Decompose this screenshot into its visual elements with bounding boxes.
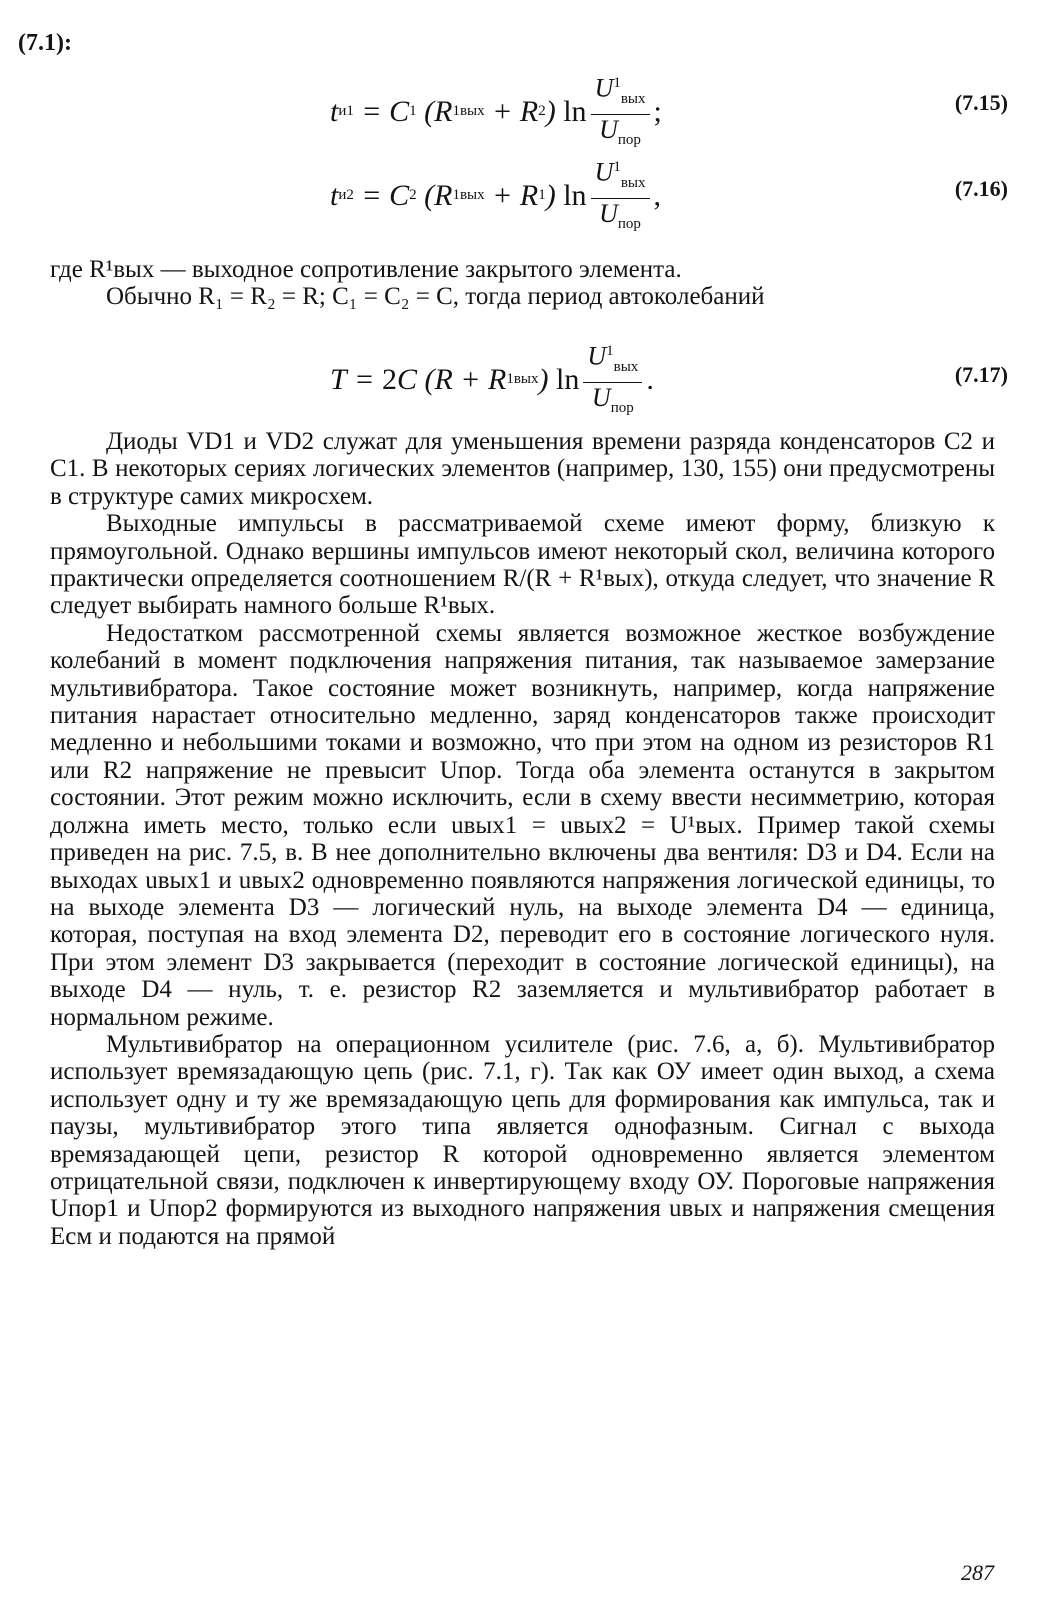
where-text: где R¹вых — выходное сопротивление закрытого элемента. xyxy=(50,256,682,283)
equation-7-16: t и2 = C 2 (R 1 вых + R 1 ) ln $\frac{U^1_{вых}}{U_{пор}}$ , xyxy=(330,152,661,239)
paragraph: Мультивибратор на операционном усилителе (рис. 7.6, а, б). Мультивибратор использует времязадающую цепь (рис. 7.1, г). Так как ОУ имеет один выход, а схема использует одну и ту же времязадающую цепь для формирования как импульса, так и паузы, мультивибратор этого типа является однофазным. Сигнал с выхода времязадающей цепи, резистор R которой одновременно является элементом отрицательной связи, подключен к инвертирующему входу ОУ. Пороговые напряжения Uпор1 и Uпор2 формируются из выходного напряжения uвых и напряжения смещения Eсм и подаются на прямой xyxy=(50,1030,995,1250)
lead-reference: (7.1): xyxy=(18,30,72,56)
paragraph: Выходные импульсы в рассматриваемой схеме имеют форму, близкую к прямоугольной. Однако вершины импульсов имеют некоторый скол, величина которого практически определяется соотношением R/(R + R¹вых), откуда следует, что значение R следует выбирать намного больше R¹вых. xyxy=(50,510,995,620)
body-text xyxy=(50,428,995,1250)
equation-number: (7.17) xyxy=(954,362,1008,387)
usually-text: Обычно R₁ = R₂ = R; C₁ = C₂ = C, тогда период автоколебаний xyxy=(106,283,765,311)
intro-text xyxy=(50,256,995,311)
equation-number: (7.16) xyxy=(954,176,1008,201)
equation-number: (7.15) xyxy=(954,90,1008,115)
equation-7-17: T = 2 C (R + R 1 вых ) ln $\frac{U^1_{вых}}{U_{пор}}$ . xyxy=(330,336,654,423)
page-number: 287 xyxy=(961,1560,994,1585)
equation-7-15: t и1 = C 1 (R 1 вых + R 2 ) ln $\frac{U^1_{вых}}{U_{пор}}$ ; xyxy=(330,68,662,155)
paragraph: Диоды VD1 и VD2 служат для уменьшения времени разряда конденсаторов C2 и C1. В некоторых сериях логических элементов (например, 130, 155) они предусмотрены в структуре самих микросхем. xyxy=(50,428,995,510)
paragraph: Недостатком рассмотренной схемы является возможное жесткое возбуждение колебаний в момент подключения напряжения питания, так называемое замерзание мультивибратора. Такое состояние может возникнуть, например, когда напряжение питания нарастает относительно медленно, заряд конденсаторов также происходит медленно и небольшими токами и возможно, что при этом на одном из резисторов R1 или R2 напряжение не превысит Uпор. Тогда оба элемента останутся в закрытом состоянии. Этот режим можно исключить, если в схему ввести несимметрию, которая должна иметь место, только если uвых1 = uвых2 = U¹вых. Пример такой схемы приведен на рис. 7.5, в. В нее дополнительно включены два вентиля: D3 и D4. Если на выходах uвых1 и uвых2 одновременно появляются напряжения логической единицы, то на выходе элемента D3 — логический нуль, на выходе элемента D4 — единица, которая, поступая на вход элемента D2, переводит его в состояние логического нуля. При этом элемент D3 закрывается (переходит в состояние логической единицы), на выходе D4 — нуль, т. е. резистор R2 заземляется и мультивибратор работает в нормальном режиме. xyxy=(50,619,995,1031)
